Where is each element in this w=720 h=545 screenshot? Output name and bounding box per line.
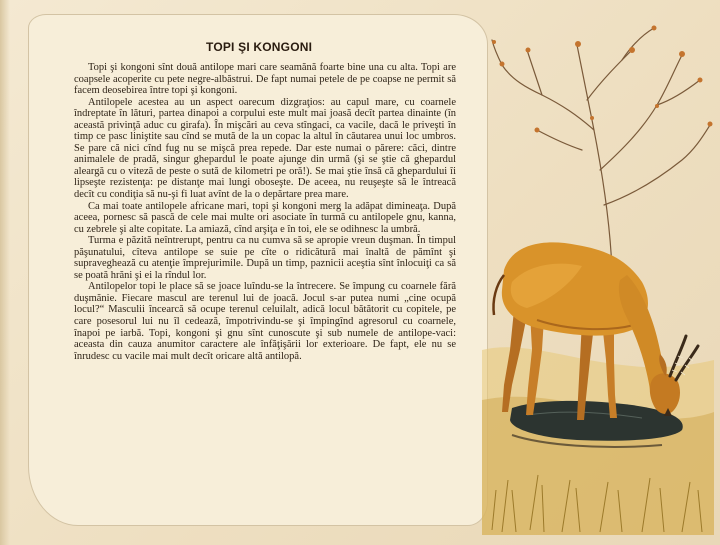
antelope-drinking-illustration <box>482 20 714 535</box>
page-edge-shadow <box>0 0 10 545</box>
bare-tree-icon <box>492 28 710 270</box>
paragraph-5: Antilopelor topi le place să se joace luîndu-se la întrecere. Se împung cu coarnele fără duşmănie. Fiecare mascul are terenul lui de joacă. Jocul s-ar putea numi „cine ocupă locul?“ Masculii încearcă să ocupe terenul celuilalt, adică locul bătătorit cu copitele, pe care posesorul lui nu îl cedează, împotrivindu-se şi împingînd agresorul cu coarnele, înapoi pe iarbă. Topi, kongoni şi gnu sînt cunoscute şi sub numele de antilope-vaci: aceasta din cauza anumitor caractere ale înfăţişării lor exterioare. De fapt, ele nu se înrudesc cu vacile mai mult decît oricare altă antilopă. <box>74 281 456 362</box>
article-title: TOPI ŞI KONGONI <box>206 40 313 54</box>
antelope-illustration-svg <box>482 20 714 535</box>
tree-leaves <box>492 26 713 133</box>
paragraph-1: Topi şi kongoni sînt două antilope mari care seamănă foarte bine una cu alta. Topi are coapsele acoperite cu pete negre-albăstrui. De fapt numai petele de pe coapse ne permit să facem deosebirea între topi şi kongoni. <box>74 62 456 97</box>
article-body <box>74 62 456 362</box>
paragraph-2: Antilopele acestea au un aspect oarecum dizgraţios: au capul mare, cu coarnele îndreptate în lături, partea dinapoi a corpului este mult mai joasă decît partea dinainte (în această privinţă aduc cu girafa). În mişcări au ceva stîngaci, ca vacile, dacă le priveşti în timp ce pasc liniştite sau cînd se mută de la un copac la altul în căutarea unui loc umbros. Se pare că nici cînd fug nu se mişcă prea repede. Dar este numai o părere: căci, dintre animalele de pradă, singur ghepardul le poate ajunge din urmă (şi se ştie că ghepardul aleargă cu o viteză de peste o sută de kilometri pe oră!). Se mai ştie însă că ghepardului îi lipseşte rezistenţa: pe distanţe mai lungi oboseşte. De aceea, nu reuşeşte să le întreacă decît cu condiţia să nu-şi fi luat avînt de la o depărtare prea mare. <box>74 96 456 201</box>
paragraph-3: Ca mai toate antilopele africane mari, topi şi kongoni merg la adăpat dimineaţa. După aceea, pornesc să pască de cele mai multe ori asociate în turmă cu antilopele gnu, kanna, cu zebrele şi alte copitate. La amiază, cînd arşiţa e în toi, ele se odihnesc la umbră. <box>74 200 456 235</box>
paragraph-4: Turma e păzită neîntrerupt, pentru ca nu cumva să se apropie vreun duşman. În timpul păşunatului, cîteva antilope se suie pe cîte o ridicătură mai înaltă de pămînt şi supraveghează cu atenţie împrejurimile. După un timp, paznicii aceştia sînt înlocuiţi ca să se poată hrăni şi ei la rîndul lor. <box>74 235 456 281</box>
